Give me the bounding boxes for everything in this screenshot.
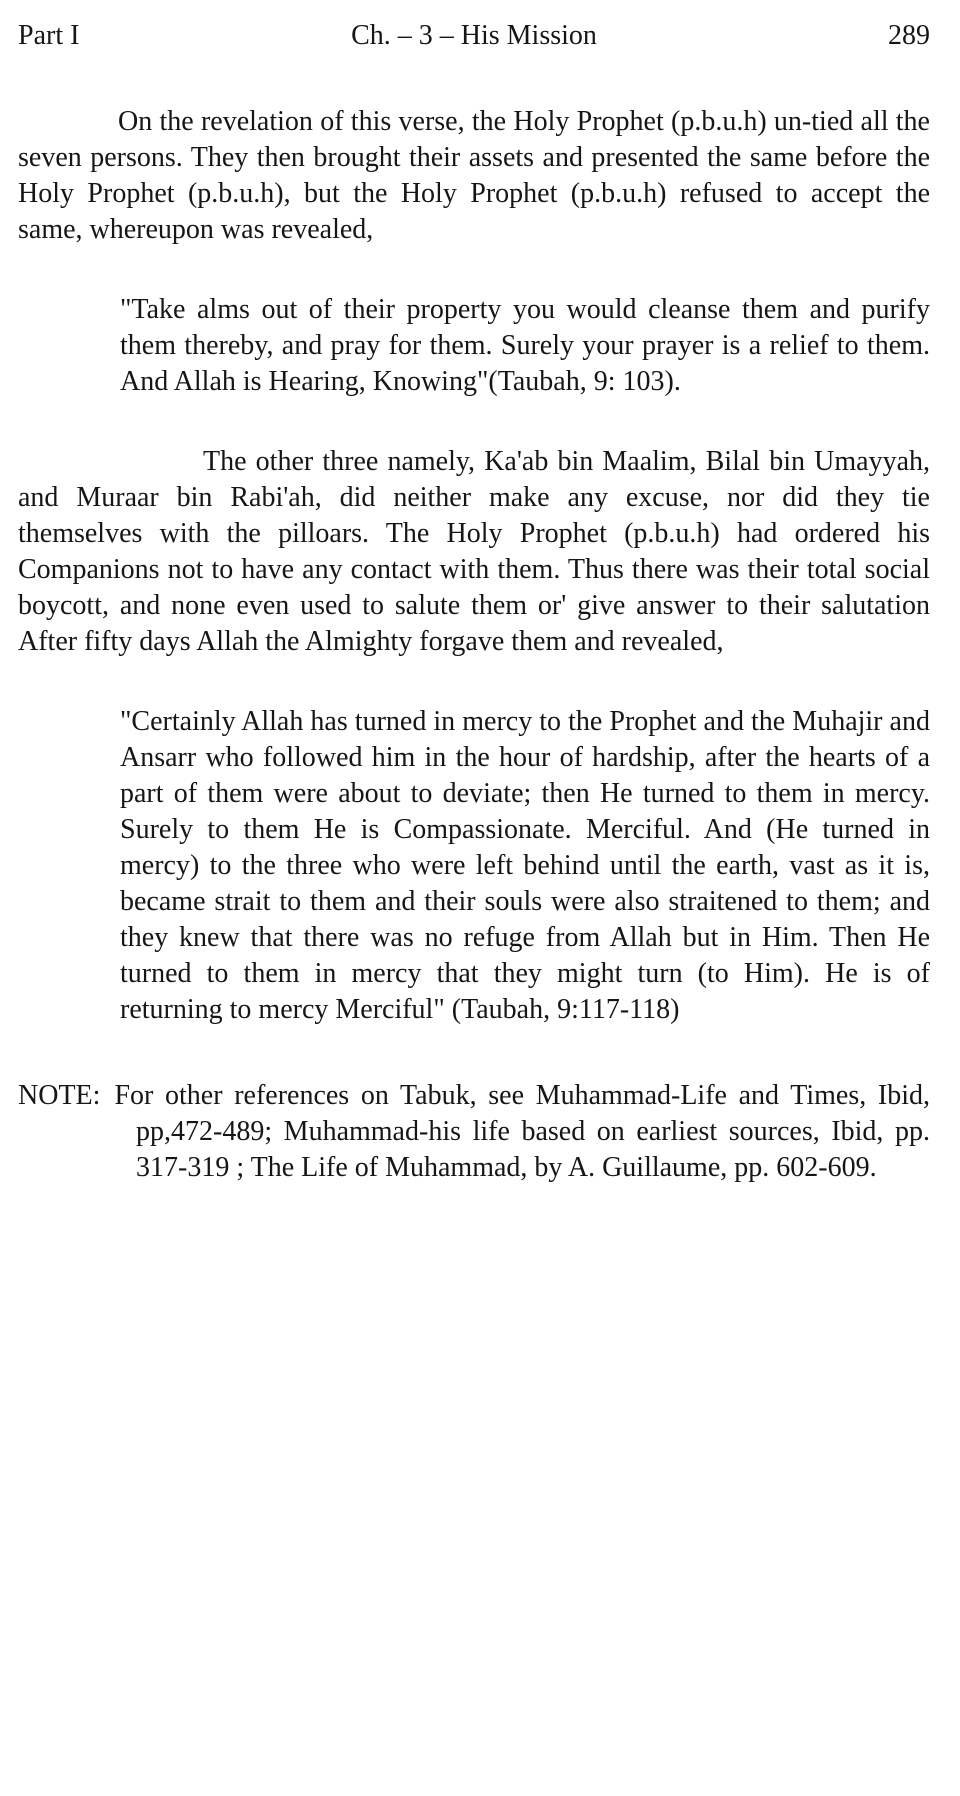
quote-taubah-9-103: "Take alms out of their property you would cleanse them and purify them thereby, and pray for them. Surely your prayer is a relief to them. And Allah is Hearing, Knowing"(Taubah, 9: 103). — [120, 294, 930, 397]
note-references — [18, 1078, 930, 1186]
paragraph-three-companions: The other three namely, Ka'ab bin Maalim, Bilal bin Umayyah, and Muraar bin Rabi'ah, did neither make any excuse, nor did they tie themselves with the pilloars. The Holy Prophet (p.b.u.h) had ordered his Companions not to have any contact with them. Thus there was their total social boycott, and none even used to salute them or' give answer to their salutation After fifty days Allah the Almighty forgave them and revealed, — [18, 446, 930, 657]
note-text: For other references on Tabuk, see Muhammad-Life and Times, Ibid, pp,472-489; Muhammad-his life based on earliest sources, Ibid, pp. 317-319 ; The Life of Muhammad, by A. Guillaume, pp. 602-609. — [114, 1080, 930, 1183]
page-header — [18, 18, 930, 54]
note-label: NOTE: — [18, 1080, 101, 1111]
quote-taubah-9-117-118: "Certainly Allah has turned in mercy to the Prophet and the Muhajir and Ansarr who followed him in the hour of hardship, after the hearts of a part of them were about to deviate; then He turned to them in mercy. Surely to them He is Compassionate. Merciful. And (He turned in mercy) to the three who were left behind until the earth, vast as it is, became strait to them and their souls were also straitened to them; and they knew that there was no refuge from Allah but in Him. Then He turned to them in mercy that they might turn (to Him). He is of returning to mercy Merciful" (Taubah, 9:117-118) — [120, 706, 930, 1025]
header-page-number: 289 — [888, 20, 930, 51]
header-chapter-title: Ch. – 3 – His Mission — [351, 20, 597, 51]
header-part-label: Part I — [18, 20, 80, 51]
paragraph-revelation: On the revelation of this verse, the Holy Prophet (p.b.u.h) un-tied all the seven persons. They then brought their assets and presented the same before the Holy Prophet (p.b.u.h), but the Holy Prophet (p.b.u.h) refused to accept the same, whereupon was revealed, — [18, 106, 930, 245]
